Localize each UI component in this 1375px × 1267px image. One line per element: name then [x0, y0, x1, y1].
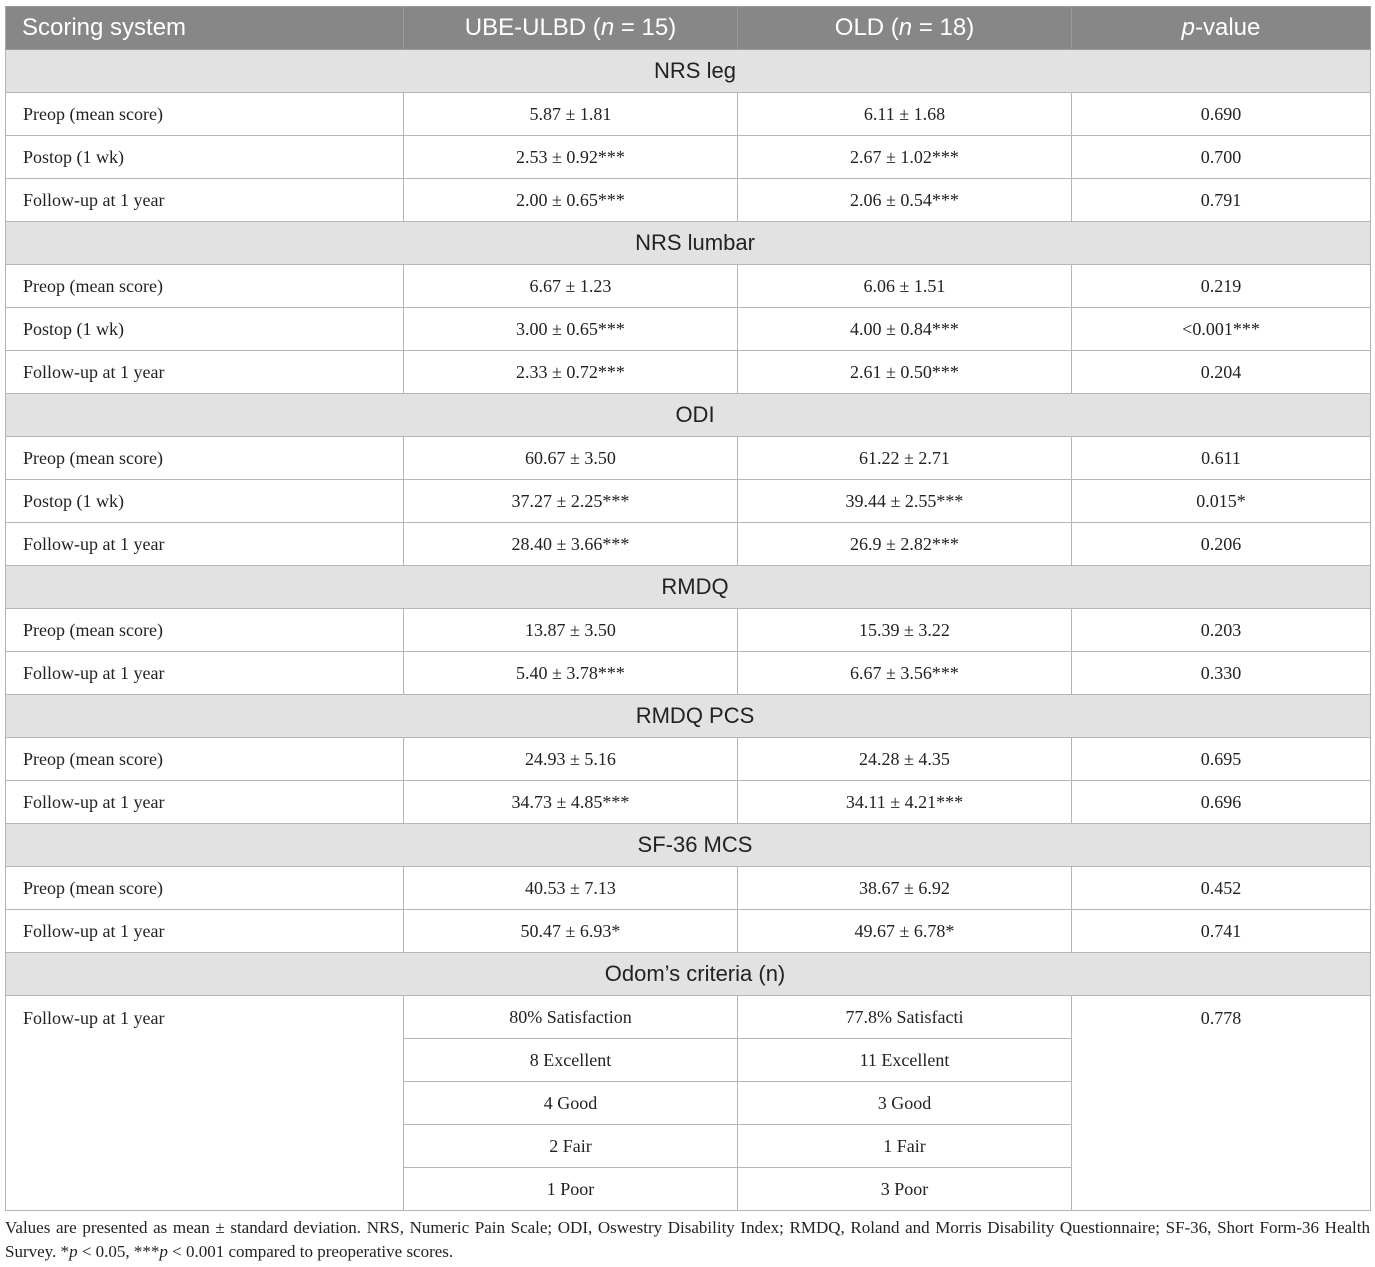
old-value: 26.9 ± 2.82***: [738, 523, 1072, 566]
row-label: Preop (mean score): [6, 437, 404, 480]
old-odom-value: 3 Good: [738, 1082, 1072, 1125]
ube-value: 5.40 ± 3.78***: [404, 652, 738, 695]
footnote-p-2: p: [159, 1242, 168, 1261]
row-label: Preop (mean score): [6, 609, 404, 652]
table-header-row: [6, 7, 1371, 50]
ube-odom-value: 2 Fair: [404, 1125, 738, 1168]
p-value: 0.695: [1072, 738, 1371, 781]
old-value: 39.44 ± 2.55***: [738, 480, 1072, 523]
old-value: 34.11 ± 4.21***: [738, 781, 1072, 824]
section-row: [6, 222, 1371, 265]
ube-value: 2.33 ± 0.72***: [404, 351, 738, 394]
header-ube-post: = 15): [614, 14, 677, 41]
section-title: RMDQ: [6, 566, 1371, 609]
header-ube-ulbd: [404, 7, 738, 50]
ube-odom-value: 4 Good: [404, 1082, 738, 1125]
p-value: 0.778: [1072, 996, 1371, 1211]
ube-value: 6.67 ± 1.23: [404, 265, 738, 308]
p-value: 0.791: [1072, 179, 1371, 222]
old-value: 61.22 ± 2.71: [738, 437, 1072, 480]
table-row: [6, 480, 1371, 523]
footnote-text-1: Values are presented as mean ± standard deviation. NRS, Numeric Pain Scale; ODI, Oswestry Disability Index; RMDQ, Roland and Morris Disability Questionnaire; SF-36, Short Form-36 Health Survey. *: [5, 1218, 1370, 1261]
old-value: 6.06 ± 1.51: [738, 265, 1072, 308]
row-label: Postop (1 wk): [6, 480, 404, 523]
old-odom-value: 11 Excellent: [738, 1039, 1072, 1082]
p-value: 0.452: [1072, 867, 1371, 910]
header-ube-n: n: [600, 14, 615, 41]
ube-value: 13.87 ± 3.50: [404, 609, 738, 652]
section-title: NRS lumbar: [6, 222, 1371, 265]
p-value: 0.206: [1072, 523, 1371, 566]
p-value: 0.690: [1072, 93, 1371, 136]
table-row: [6, 867, 1371, 910]
row-label: Preop (mean score): [6, 93, 404, 136]
p-value: 0.203: [1072, 609, 1371, 652]
row-label: Follow-up at 1 year: [6, 781, 404, 824]
scoring-results-table: [5, 6, 1371, 1211]
header-old-pre: OLD (: [834, 14, 899, 41]
table-row: [6, 996, 1371, 1039]
header-ube-pre: UBE-ULBD (: [464, 14, 601, 41]
old-value: 6.11 ± 1.68: [738, 93, 1072, 136]
section-title: RMDQ PCS: [6, 695, 1371, 738]
header-p-value: [1072, 7, 1371, 50]
row-label: Follow-up at 1 year: [6, 996, 404, 1211]
row-label: Postop (1 wk): [6, 136, 404, 179]
old-value: 24.28 ± 4.35: [738, 738, 1072, 781]
header-scoring-system: Scoring system: [6, 7, 404, 50]
table-row: [6, 179, 1371, 222]
old-value: 2.67 ± 1.02***: [738, 136, 1072, 179]
ube-value: 37.27 ± 2.25***: [404, 480, 738, 523]
old-value: 4.00 ± 0.84***: [738, 308, 1072, 351]
ube-value: 24.93 ± 5.16: [404, 738, 738, 781]
section-row: [6, 953, 1371, 996]
row-label: Follow-up at 1 year: [6, 179, 404, 222]
ube-value: 40.53 ± 7.13: [404, 867, 738, 910]
p-value: 0.741: [1072, 910, 1371, 953]
ube-value: 34.73 ± 4.85***: [404, 781, 738, 824]
p-value: 0.696: [1072, 781, 1371, 824]
old-odom-value: 3 Poor: [738, 1168, 1072, 1211]
footnote-text-3: < 0.001 compared to preoperative scores.: [167, 1242, 454, 1261]
table-row: [6, 136, 1371, 179]
table-row: [6, 265, 1371, 308]
p-value: 0.611: [1072, 437, 1371, 480]
old-value: 2.06 ± 0.54***: [738, 179, 1072, 222]
table-row: [6, 351, 1371, 394]
p-value: 0.330: [1072, 652, 1371, 695]
table-row: [6, 781, 1371, 824]
section-title: SF-36 MCS: [6, 824, 1371, 867]
ube-odom-value: 8 Excellent: [404, 1039, 738, 1082]
ube-value: 3.00 ± 0.65***: [404, 308, 738, 351]
old-value: 15.39 ± 3.22: [738, 609, 1072, 652]
p-value: 0.015*: [1072, 480, 1371, 523]
table-row: [6, 437, 1371, 480]
table-row: [6, 93, 1371, 136]
ube-odom-value: 1 Poor: [404, 1168, 738, 1211]
ube-value: 50.47 ± 6.93*: [404, 910, 738, 953]
footnote-p-1: p: [69, 1242, 78, 1261]
ube-odom-value: 80% Satisfaction: [404, 996, 738, 1039]
row-label: Preop (mean score): [6, 867, 404, 910]
header-p: p: [1181, 14, 1195, 41]
table-footnote: [5, 1216, 1370, 1264]
old-value: 38.67 ± 6.92: [738, 867, 1072, 910]
old-value: 2.61 ± 0.50***: [738, 351, 1072, 394]
row-label: Follow-up at 1 year: [6, 351, 404, 394]
header-p-post: -value: [1194, 14, 1261, 41]
p-value: 0.219: [1072, 265, 1371, 308]
section-row: [6, 824, 1371, 867]
table-row: [6, 523, 1371, 566]
old-value: 49.67 ± 6.78*: [738, 910, 1072, 953]
header-old: [738, 7, 1072, 50]
old-odom-value: 77.8% Satisfacti: [738, 996, 1072, 1039]
ube-value: 2.53 ± 0.92***: [404, 136, 738, 179]
old-odom-value: 1 Fair: [738, 1125, 1072, 1168]
ube-value: 5.87 ± 1.81: [404, 93, 738, 136]
section-title: NRS leg: [6, 50, 1371, 93]
section-title: Odom’s criteria (n): [6, 953, 1371, 996]
section-row: [6, 50, 1371, 93]
section-title: ODI: [6, 394, 1371, 437]
row-label: Preop (mean score): [6, 265, 404, 308]
header-old-n: n: [898, 14, 913, 41]
section-row: [6, 394, 1371, 437]
table-row: [6, 910, 1371, 953]
row-label: Follow-up at 1 year: [6, 910, 404, 953]
p-value: 0.204: [1072, 351, 1371, 394]
old-value: 6.67 ± 3.56***: [738, 652, 1072, 695]
section-row: [6, 566, 1371, 609]
header-old-post: = 18): [912, 14, 975, 41]
footnote-text-2: < 0.05, ***: [77, 1242, 160, 1261]
table-row: [6, 609, 1371, 652]
ube-value: 60.67 ± 3.50: [404, 437, 738, 480]
table-row: [6, 652, 1371, 695]
section-row: [6, 695, 1371, 738]
table-row: [6, 738, 1371, 781]
table-row: [6, 308, 1371, 351]
results-table-container: [5, 6, 1370, 1211]
p-value: 0.700: [1072, 136, 1371, 179]
ube-value: 28.40 ± 3.66***: [404, 523, 738, 566]
row-label: Follow-up at 1 year: [6, 523, 404, 566]
row-label: Preop (mean score): [6, 738, 404, 781]
ube-value: 2.00 ± 0.65***: [404, 179, 738, 222]
row-label: Postop (1 wk): [6, 308, 404, 351]
row-label: Follow-up at 1 year: [6, 652, 404, 695]
p-value: <0.001***: [1072, 308, 1371, 351]
